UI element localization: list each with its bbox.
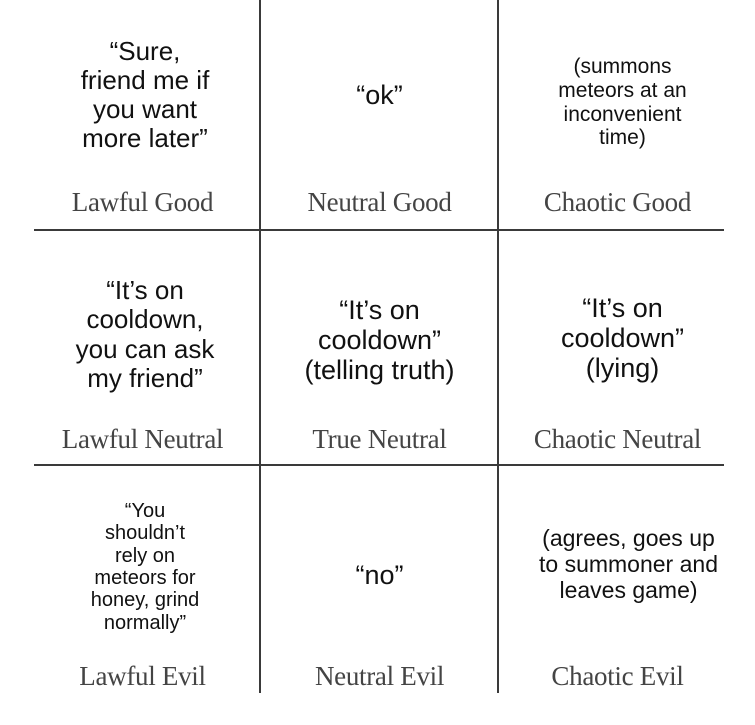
cell-chaotic-good-quote (500, 40, 745, 165)
cell-chaotic-evil-quote (502, 510, 755, 620)
quote-true-neutral: “It’s on cooldown” (telling truth) (304, 294, 455, 386)
label-chaotic-good: Chaotic Good (543, 187, 692, 217)
label-chaotic-neutral: Chaotic Neutral (533, 424, 702, 454)
grid-divider-horizontal-2 (34, 464, 724, 466)
cell-neutral-evil-quote (262, 540, 497, 610)
quote-neutral-good: “ok” (356, 79, 403, 110)
cell-true-neutral-quote (262, 280, 497, 400)
cell-chaotic-neutral-quote (500, 278, 745, 398)
label-lawful-good: Lawful Good (71, 187, 214, 217)
label-true-neutral: True Neutral (312, 424, 447, 454)
label-lawful-evil: Lawful Evil (79, 661, 206, 691)
label-neutral-good: Neutral Good (307, 187, 452, 217)
cell-neutral-good-quote (262, 20, 497, 170)
quote-chaotic-neutral: “It’s on cooldown” (lying) (560, 292, 685, 384)
quote-neutral-evil: “no” (355, 559, 404, 590)
quote-lawful-evil: “You shouldn’t rely on meteors for honey, grind normally” (90, 499, 200, 634)
cell-lawful-neutral-quote (30, 262, 260, 407)
cell-lawful-good-quote (40, 20, 250, 170)
quote-chaotic-good: (summons meteors at an inconvenient time) (558, 55, 687, 150)
label-chaotic-evil: Chaotic Evil (551, 661, 684, 691)
label-lawful-neutral: Lawful Neutral (61, 424, 224, 454)
grid-divider-vertical-2 (497, 0, 499, 693)
quote-chaotic-evil: (agrees, goes up to summoner and leaves game) (539, 525, 718, 603)
cell-lawful-evil-quote (40, 482, 250, 652)
grid-divider-horizontal-1 (34, 229, 724, 231)
quote-lawful-neutral: “It’s on cooldown, you can ask my friend” (75, 275, 215, 393)
quote-lawful-good: “Sure, friend me if you want more later” (80, 35, 210, 154)
label-neutral-evil: Neutral Evil (314, 661, 445, 691)
